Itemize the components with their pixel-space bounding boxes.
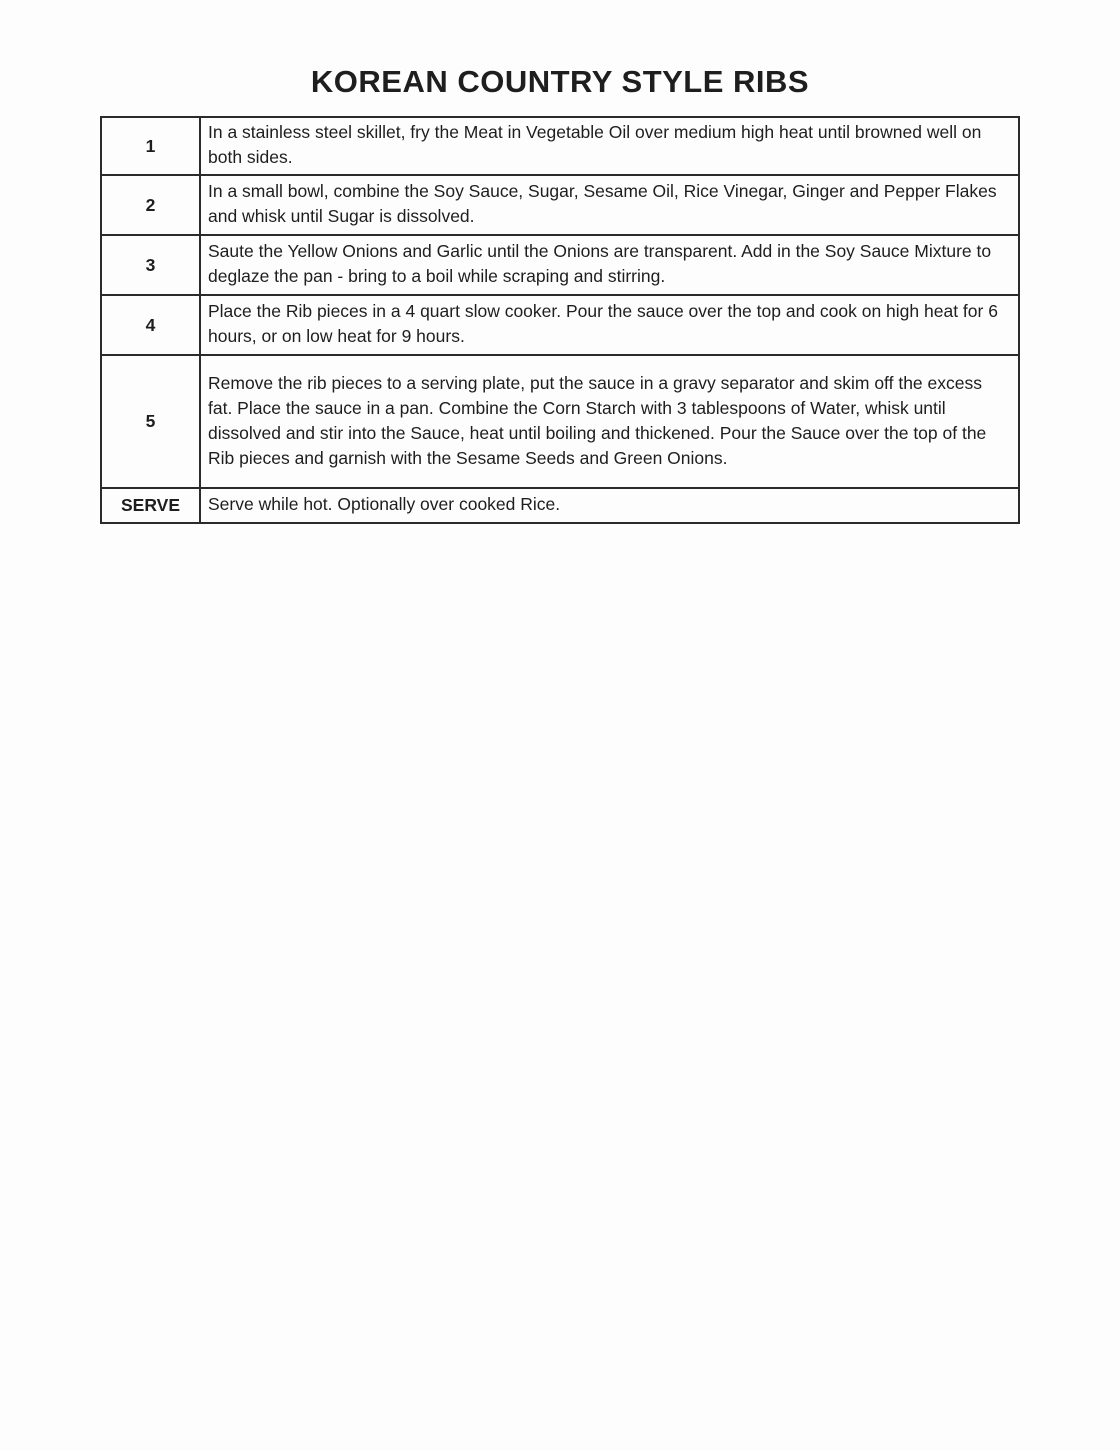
- table-row: [101, 488, 1019, 523]
- step-instruction: In a stainless steel skillet, fry the Meat in Vegetable Oil over medium high heat until browned well on both sides.: [200, 117, 1019, 175]
- table-row: [101, 295, 1019, 355]
- table-row: [101, 117, 1019, 175]
- step-number: 4: [101, 295, 200, 355]
- table-row: [101, 355, 1019, 488]
- step-instruction: In a small bowl, combine the Soy Sauce, Sugar, Sesame Oil, Rice Vinegar, Ginger and Pepper Flakes and whisk until Sugar is dissolved.: [200, 175, 1019, 235]
- step-number: 2: [101, 175, 200, 235]
- table-row: [101, 175, 1019, 235]
- step-instruction: Place the Rib pieces in a 4 quart slow cooker. Pour the sauce over the top and cook on high heat for 6 hours, or on low heat for 9 hours.: [200, 295, 1019, 355]
- step-number: 3: [101, 235, 200, 295]
- page-title: KOREAN COUNTRY STYLE RIBS: [310, 64, 810, 99]
- step-label-serve: SERVE: [101, 488, 200, 523]
- step-number: 5: [101, 355, 200, 488]
- step-instruction: Serve while hot. Optionally over cooked Rice.: [200, 488, 1019, 523]
- step-number: 1: [101, 117, 200, 175]
- table-row: [101, 235, 1019, 295]
- step-instruction: Saute the Yellow Onions and Garlic until the Onions are transparent. Add in the Soy Sauce Mixture to deglaze the pan - bring to a boil while scraping and stirring.: [200, 235, 1019, 295]
- step-instruction: Remove the rib pieces to a serving plate, put the sauce in a gravy separator and skim off the excess fat. Place the sauce in a pan. Combine the Corn Starch with 3 tablespoons of Water, whisk until dissolved and stir into the Sauce, heat until boiling and thickened. Pour the Sauce over the top of the Rib pieces and garnish with the Sesame Seeds and Green Onions.: [200, 355, 1019, 488]
- recipe-steps-table: [100, 116, 1020, 524]
